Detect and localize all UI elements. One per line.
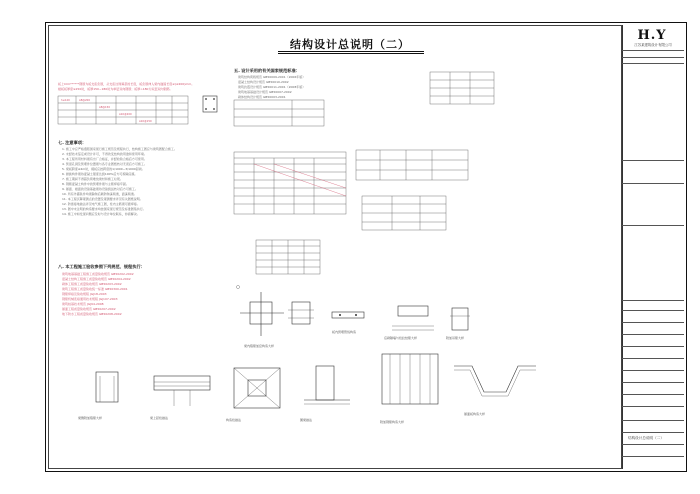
- svg-text:h≤120: h≤120: [61, 99, 70, 102]
- divider: [622, 160, 684, 161]
- code-line: 钢筋机械连接通用技术规程 JGJ107-2003: [62, 297, 118, 301]
- detail-caption: 附加吊筋大样: [446, 336, 465, 340]
- company-logo: H.Y: [637, 28, 667, 43]
- divider: [622, 63, 684, 64]
- divider: [622, 394, 684, 395]
- note-line: 混凝土结构设计规范 GB50010-2002: [238, 80, 289, 84]
- note-line: 5. 梁板跨度≥4m时，模板应按跨度的1/1000~3/1000起拱。: [62, 167, 145, 171]
- divider: [622, 334, 684, 335]
- detail-caption: 圈梁做法: [300, 418, 313, 422]
- detail-caption: 构造柱做法: [226, 418, 242, 422]
- detail-caption: 屋面板构造大样: [464, 412, 486, 416]
- detail-drawing: [150, 366, 218, 416]
- divider: [622, 420, 684, 421]
- divider: [622, 358, 684, 359]
- page-title: 结构设计总说明（二）: [290, 38, 410, 51]
- company-name: 江苏某建筑设计有限公司: [634, 43, 672, 47]
- wall-table: [362, 196, 452, 236]
- note-line: 13. 图中未注明的构造要求均按国家现行规范及标准图集执行。: [62, 207, 146, 211]
- detail-drawing: [450, 356, 540, 406]
- code-line: 钢筋焊接及验收规程 JGJ18-2003: [62, 292, 107, 296]
- detail-caption: 附加钢筋构造大样: [380, 420, 405, 424]
- detail-caption: 板内预埋管线构造: [332, 330, 357, 334]
- detail-drawing: [84, 366, 130, 416]
- svg-text:A8@150: A8@150: [99, 106, 110, 109]
- concrete-grade-table: [356, 150, 476, 184]
- load-table: [234, 100, 334, 130]
- divider: [622, 300, 684, 301]
- detail-caption: 梁侧附加箍筋大样: [78, 416, 103, 420]
- divider: [622, 406, 684, 407]
- divider: [622, 225, 684, 226]
- note-line: 板上CCC******钢筋为板支座负筋，从支座边缘算起的长度，板负筋伸入梁内锚固长度≥(≥200)mm。: [58, 82, 195, 86]
- detail-mini: [198, 92, 223, 120]
- note-line: 9. 屋面、楼面的设备基础须待设备到货核对后方可施工。: [62, 187, 138, 191]
- divider: [622, 57, 684, 58]
- note-line: 建筑地基基础设计规范 GB50007-2002: [238, 90, 292, 94]
- note-line: 10. 所有外露铁件均须除锈后刷防锈漆两道，面漆两道。: [62, 192, 137, 196]
- note-line: 6. 悬挑构件须待混凝土强度达到100%后方可拆除底模。: [62, 172, 138, 176]
- note-line: 8. 钢筋混凝土构件中的预埋件须与主筋焊接牢固。: [62, 182, 129, 186]
- divider: [622, 456, 684, 457]
- code-line: 屋面工程质量验收规范 GB50207-2002: [62, 307, 116, 311]
- note-line: 7. 施工期间不得超负荷堆放建材和施工垃圾。: [62, 177, 123, 181]
- section-heading: 七. 注意事项：: [58, 140, 87, 145]
- anchor-table: [430, 72, 500, 112]
- title-block: [622, 25, 684, 469]
- note-line: 4. 预留孔洞及预埋件位置须与各专业图纸核对无误后方可施工。: [62, 162, 147, 166]
- detail-drawing: [376, 350, 444, 420]
- detail-drawing: [240, 292, 320, 342]
- note-line: 12. 防雷接地做法详见电气施工图，柱内主筋须可靠焊接。: [62, 202, 140, 206]
- code-line: 砌体工程施工质量验收规范 GB50203-2002: [62, 282, 122, 286]
- code-line: 地下防水工程质量验收规范 GB50208-2002: [62, 312, 122, 316]
- slab-rebar-table: [58, 96, 198, 126]
- cover-table: [256, 240, 326, 280]
- note-line: 3. 本工程所用材料须有出厂合格证，并经检验合格后方可使用。: [62, 157, 147, 161]
- detail-drawing: [302, 362, 362, 416]
- lap-length-table: [234, 152, 354, 222]
- divider: [622, 50, 684, 51]
- code-line: 建筑工程施工质量验收统一标准 GB50300-2001: [62, 287, 128, 291]
- title-underline: [278, 51, 424, 52]
- detail-drawing: [228, 362, 288, 416]
- detail-caption: 后砌隔墙与柱拉结筋大样: [384, 336, 418, 340]
- svg-text:A10@200: A10@200: [119, 113, 132, 116]
- divider: [622, 346, 684, 347]
- note-line: 1. 施工中应严格遵照国家现行施工规范及规程执行，结构施工图应与建筑图配合施工。: [62, 147, 177, 151]
- detail-caption: 梁内箍筋加密构造大样: [244, 344, 275, 348]
- title-underline: [278, 53, 424, 54]
- divider: [622, 432, 684, 433]
- code-line: 混凝土结构工程施工质量验收规范 GB50204-2002: [62, 277, 131, 281]
- detail-drawing: [330, 306, 370, 326]
- drawing-name: 结构设计总说明（二）: [628, 436, 664, 440]
- note-line: 14. 施工中如发现问题应及时与设计单位联系，协商解决。: [62, 212, 140, 216]
- section-heading: 八. 本工程施工验收参照下列规范、规程执行：: [58, 264, 145, 269]
- section-heading: 五. 设计采用的有关国家规范标准：: [234, 68, 300, 73]
- svg-text:A8@200: A8@200: [79, 99, 90, 102]
- divider: [622, 382, 684, 383]
- note-line: 楼板板厚度≤150时，板厚150~180时为单层双向钢筋；板厚>180为双层双向钢筋。: [58, 87, 173, 91]
- note-line: 11. 本工程沉降观测点的设置及观测要求详见有关图纸说明。: [62, 197, 143, 201]
- code-line: 建筑地基基础工程施工质量验收规范 GB50202-2002: [62, 272, 134, 276]
- divider: [622, 444, 684, 445]
- note-line: 砌体结构设计规范 GB50003-2001: [238, 95, 286, 99]
- note-line: 2. 未经技术鉴定或设计许可，不得改变结构的用途和使用环境。: [62, 152, 147, 156]
- code-line: 建筑桩基技术规范 JGJ94-2008: [62, 302, 104, 306]
- note-marker: [234, 284, 244, 290]
- note-line: 建筑结构荷载规范 GB50009-2001（2006年版）: [238, 75, 306, 79]
- note-line: 建筑抗震设计规范 GB50011-2001（2008年版）: [238, 85, 306, 89]
- divider: [622, 183, 684, 184]
- svg-text:A10@150: A10@150: [139, 120, 152, 123]
- detail-caption: 梁上起柱做法: [150, 416, 169, 420]
- divider: [622, 310, 684, 311]
- divider: [622, 370, 684, 371]
- divider: [622, 322, 684, 323]
